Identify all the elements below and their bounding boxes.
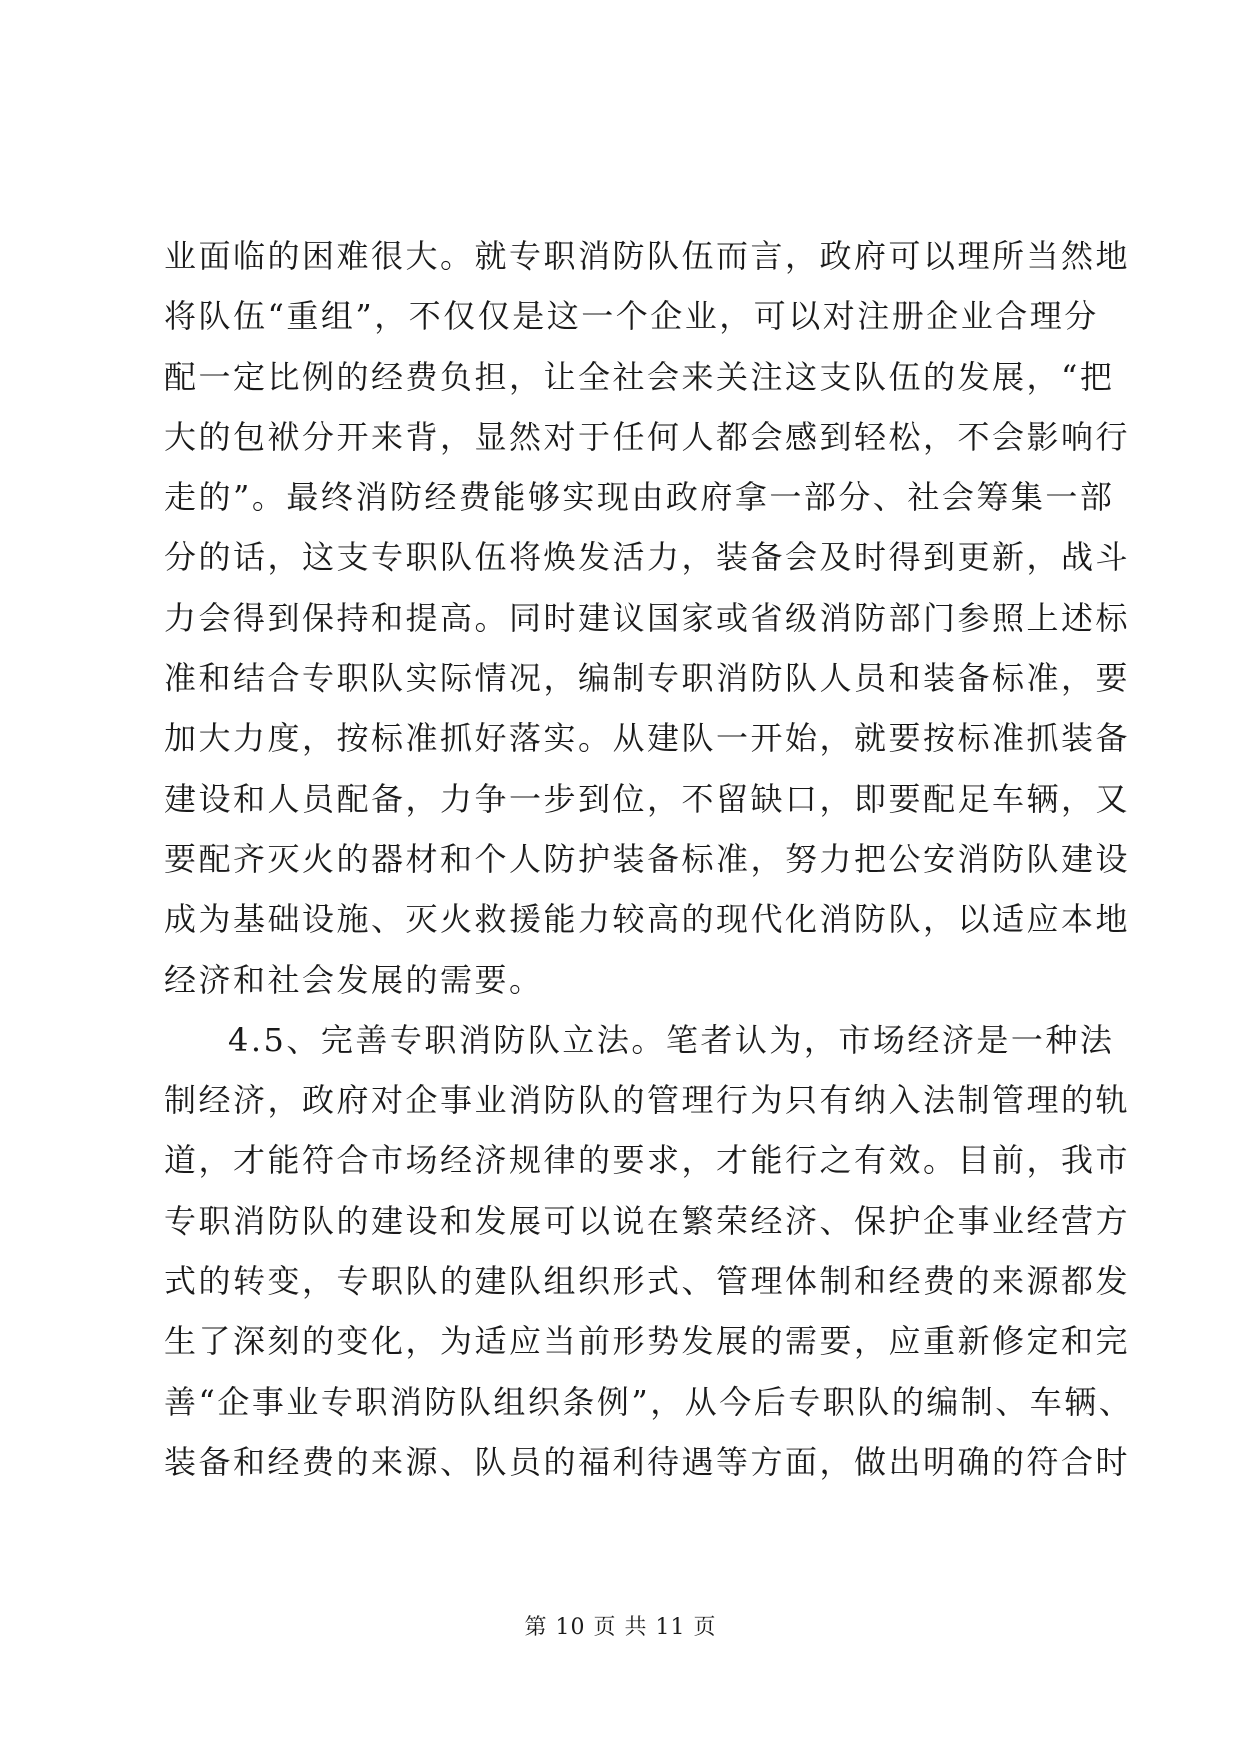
document-body xyxy=(164,226,1134,1492)
text-line: 专职消防队的建设和发展可以说在繁荣经济、保护企事业经营方 xyxy=(164,1201,1131,1240)
text-line: 要配齐灭火的器材和个人防护装备标准，努力把公安消防队建设 xyxy=(164,839,1131,878)
text-line: 成为基础设施、灭火救援能力较高的现代化消防队，以适应本地 xyxy=(164,900,1131,939)
text-line: 善“企事业专职消防队组织条例”，从今后专职队的编制、车辆、 xyxy=(164,1382,1134,1421)
text-line: 加大力度，按标准抓好落实。从建队一开始，就要按标准抓装备 xyxy=(164,719,1131,758)
text-line: 式的转变，专职队的建队组织形式、管理体制和经费的来源都发 xyxy=(164,1262,1131,1301)
page-number-footer: 第 10 页 共 11 页 xyxy=(524,1615,717,1640)
text-line: 力会得到保持和提高。同时建议国家或省级消防部门参照上述标 xyxy=(164,598,1131,637)
text-line: 走的”。最终消防经费能够实现由政府拿一部分、社会筹集一部 xyxy=(164,478,1115,517)
text-line: 大的包袱分开来背，显然对于任何人都会感到轻松，不会影响行 xyxy=(164,417,1131,456)
text-line: 生了深刻的变化，为适应当前形势发展的需要，应重新修定和完 xyxy=(164,1322,1131,1361)
text-line: 准和结合专职队实际情况，编制专职消防队人员和装备标准，要 xyxy=(164,659,1131,698)
text-line: 道，才能符合市场经济规律的要求，才能行之有效。目前，我市 xyxy=(164,1141,1131,1180)
paragraph-start-line: 4.5、完善专职消防队立法。笔者认为，市场经济是一种法 xyxy=(228,1020,1115,1059)
text-line: 装备和经费的来源、队员的福利待遇等方面，做出明确的符合时 xyxy=(164,1442,1131,1481)
text-line: 经济和社会发展的需要。 xyxy=(164,960,544,999)
text-line: 分的话，这支专职队伍将焕发活力，装备会及时得到更新，战斗 xyxy=(164,538,1131,577)
text-line: 配一定比例的经费负担，让全社会来关注这支队伍的发展，“把 xyxy=(164,357,1115,396)
text-line: 制经济，政府对企事业消防队的管理行为只有纳入法制管理的轨 xyxy=(164,1081,1131,1120)
text-line: 建设和人员配备，力争一步到位，不留缺口，即要配足车辆，又 xyxy=(164,779,1131,818)
text-line: 业面临的困难很大。就专职消防队伍而言，政府可以理所当然地 xyxy=(164,237,1131,275)
text-line: 将队伍“重组”，不仅仅是这一个企业，可以对注册企业合理分 xyxy=(164,297,1099,336)
